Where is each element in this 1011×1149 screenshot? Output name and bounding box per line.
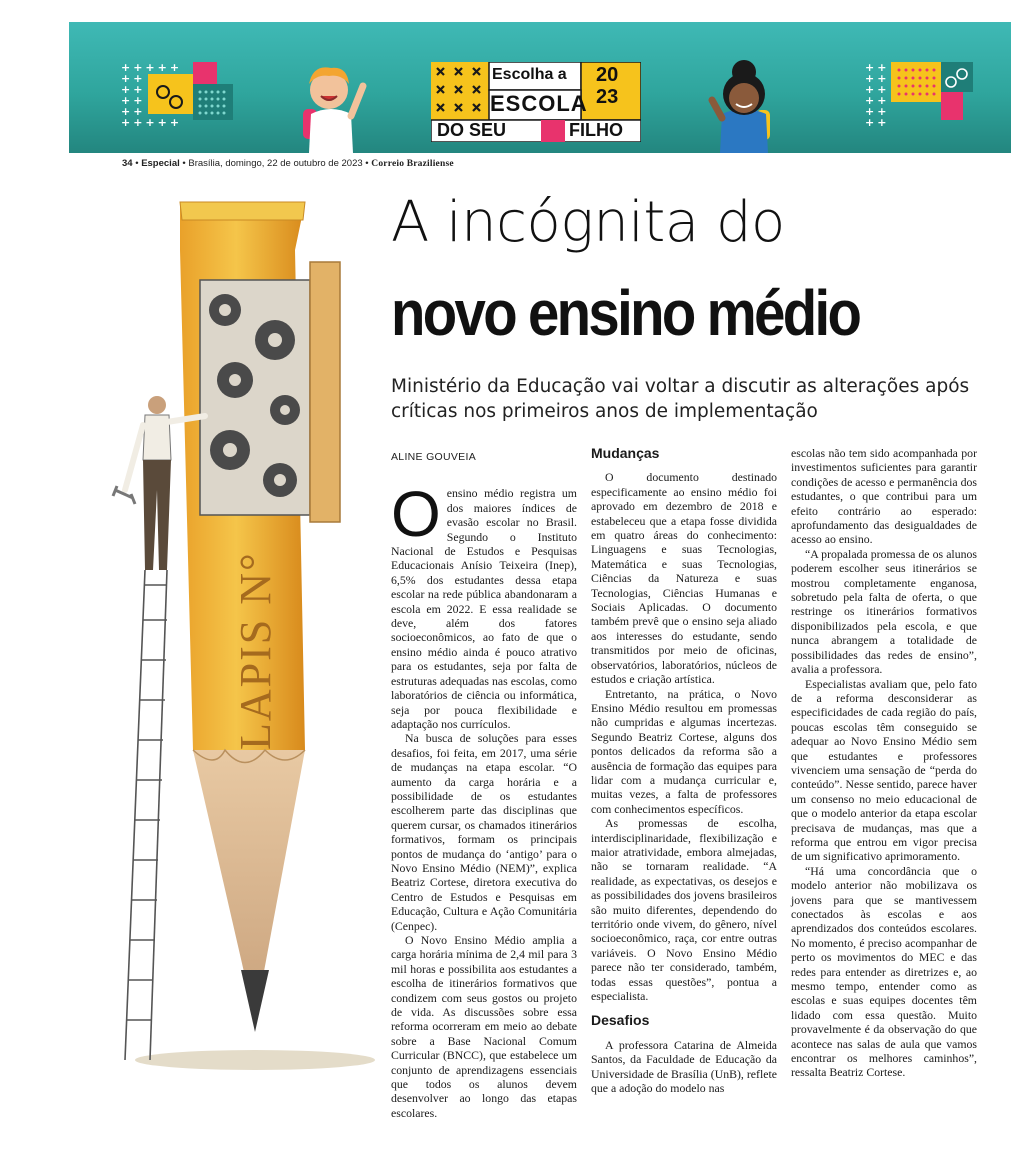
- article-column-3: [791, 446, 977, 1080]
- boy-illustration: [291, 54, 371, 153]
- paragraph: Especialistas avaliam que, pelo fato de a reforma desconsiderar as especificidades de cada região do país, poucas escolas têm conseguido se adequar ao Novo Ensino Médio sem que estudantes e professores vivenciem uma sensação de “perda do conteúdo”. Nesse sentido, parece haver um consenso no meio educacional de que o modelo anterior da etapa escolar precisava de mudanças, mas que a reforma que entrou em vigor precisa de um significativo aprimoramento.: [791, 676, 977, 864]
- logo-line3a: DO SEU: [437, 120, 507, 140]
- article-column-2: [591, 446, 777, 1095]
- headline-line1: A incógnita do: [391, 190, 785, 255]
- geometric-decoration-right: [891, 60, 976, 124]
- article-column-1: [391, 446, 577, 1120]
- paragraph: “Há uma concordância que o modelo anterior não mobilizava os jovens para que se mantivessem conectados às escolas e aos aprendizados dos conteúdos escolares. No momento, é preciso acompanhar de perto os movimentos do MEC e das redes para entender as diretrizes e, ao mesmo tempo, entender como as escolas e suas equipes docentes têm lidado com essa questão. Muito provavelmente é da observação do que acontece nas salas de aula que vamos encontrar os melhores caminhos”, ressalta Beatriz Cortese.: [791, 863, 977, 1080]
- pencil-illustration: [105, 190, 395, 1090]
- drop-cap: O: [391, 478, 441, 551]
- subhead-desafios: Desafios: [591, 1012, 650, 1029]
- logo-year-b: 23: [596, 86, 619, 108]
- plus-pattern-left: +++++ ++ ++ ++ ++ +++++: [121, 61, 183, 129]
- paragraph: O Novo Ensino Médio amplia a carga horária mínima de 2,4 mil para 3 mil horas e possibilita aos estudantes a escolha de itinerários formativos que condizem com seus gostos ou projeto de vida. As discussões sobre essa reforma ocorreram em meio ao debate sobre a Base Nacional Comum Curricular (BNCC), que estabelece um conjunto de aprendizagens essenciais que todos os alunos devem desenvolver ao longo das etapas escolares.: [391, 933, 577, 1120]
- paragraph: Na busca de soluções para esses desafios, foi feita, em 2017, uma série de mudanças na etapa escolar. “O aumento da carga horária e a possibilidade de os estudantes escolherem parte das disciplinas que querem cursar, os chamados itinerários formativos, formam os principais pontos de mudança do ‘antigo’ para o Novo Ensino Médio (NEM)”, explica Beatriz Cortese, diretora executiva do Centro de Estudos e Pesquisas em Educação, Cultura e Ação Comunitária (Cenpec).: [391, 731, 577, 933]
- byline: ALINE GOUVEIA: [391, 451, 477, 463]
- logo-line1: Escolha a: [492, 66, 567, 83]
- headline-line2: novo ensino médio: [391, 277, 860, 349]
- section-banner: [69, 22, 1011, 153]
- paragraph: O documento destinado especificamente ao ensino médio foi aprovado em dezembro de 2018 e estabeleceu que a etapa fosse dividida em quatro áreas do conhecimento: Linguagens e suas Tecnologias, Matemática e suas Tecnologias, Ciências da Natureza e suas Tecnologias, Ciências Humanas e Sociais Aplicadas. O documento também prevê que o ensino seja aliado aos interesses do estudante, sendo transmitidos por meio de oficinas, observatórios, laboratórios, núcleos de estudos e criação artística.: [591, 470, 777, 687]
- girl-illustration: [704, 52, 784, 153]
- paragraph: Entretanto, na prática, o Novo Ensino Médio resultou em promessas não cumpridas e algumas incertezas. Segundo Beatriz Cortese, alguns dos pontos delicados da reforma são a ausência de formação das equipes para lidar com a mudança curricular e, muitas vezes, a falta de professores com conhecimentos específicos.: [591, 686, 777, 816]
- paragraph: ensino médio registra um dos maiores índices de evasão escolar no Brasil. Segundo o Instituto Nacional de Estudos e Pesquisas Educacionais Anísio Teixeira (Inep), 6,5% dos estudantes dessa etapa escolar na rede pública abandonaram a escola em 2022. E essa realidade se deve, além dos fatores socioeconômicos, ao fato de que o ensino médio ainda é pouco atrativo para os estudantes, seja por falta de estruturas adequadas nas escolas, como laboratórios de ciência ou informática, seja por pouca flexibilidade e adaptação nos currículos.: [391, 486, 577, 731]
- dateline: Brasília, domingo, 22 de outubro de 2023: [188, 158, 363, 169]
- paragraph: escolas não tem sido acompanhada por investimentos suficientes para garantir condições de acesso e permanência dos estudantes, o que contribui para um efeito contrário ao esperado: aprofundamento das desigualdades de acesso ao ensino.: [791, 446, 977, 547]
- section-name: Especial: [141, 158, 180, 169]
- logo-year-a: 20: [596, 64, 619, 86]
- logo-line3b: FILHO: [569, 120, 623, 140]
- paragraph: As promessas de escolha, interdisciplinaridade, flexibilização e maior atratividade, embora almejadas, não se tornaram realidade. “A realidade, as expectativas, os desejos e as possibilidades dos jovens brasileiros são muito diferentes, dependendo do território onde vivem, do gênero, nível socioeconômico, raça, cor entre outras variáveis. O Novo Ensino Médio parece não ter considerado, também, todas essas questões”, pontua a especialista.: [591, 816, 777, 1004]
- geometric-decoration-left: [143, 62, 238, 124]
- subheadline: Ministério da Educação vai voltar a discutir as alterações após críticas nos primeiros anos de implementação: [391, 376, 970, 422]
- pencil-text: LAPIS N°: [231, 551, 280, 750]
- paragraph: “A propalada promessa de os alunos poderem escolher seus itinerários se mostrou completamente enganosa, sobretudo pela falta de oferta, o que restringe os itinerários formativos disponibilizados pela escola, e que nunca abrangem a totalidade de possibilidades das redes de ensino”, avalia a professora.: [791, 546, 977, 677]
- paragraph: A professora Catarina de Almeida Santos, da Faculdade de Educação da Universidade de Brasília (UnB), reflete que a adoção do modelo nas: [591, 1037, 777, 1096]
- page-number: 34: [122, 158, 133, 169]
- logo-line2: ESCOLA: [490, 91, 588, 116]
- plus-pattern-right: ++ ++ ++ ++ ++ ++: [865, 61, 890, 129]
- page-folio: 34 • Especial • Brasília, domingo, 22 de outubro de 2023 • Correio Braziliense: [122, 158, 454, 169]
- subhead-mudancas: Mudanças: [591, 445, 660, 461]
- paper-name: Correio Braziliense: [371, 159, 454, 169]
